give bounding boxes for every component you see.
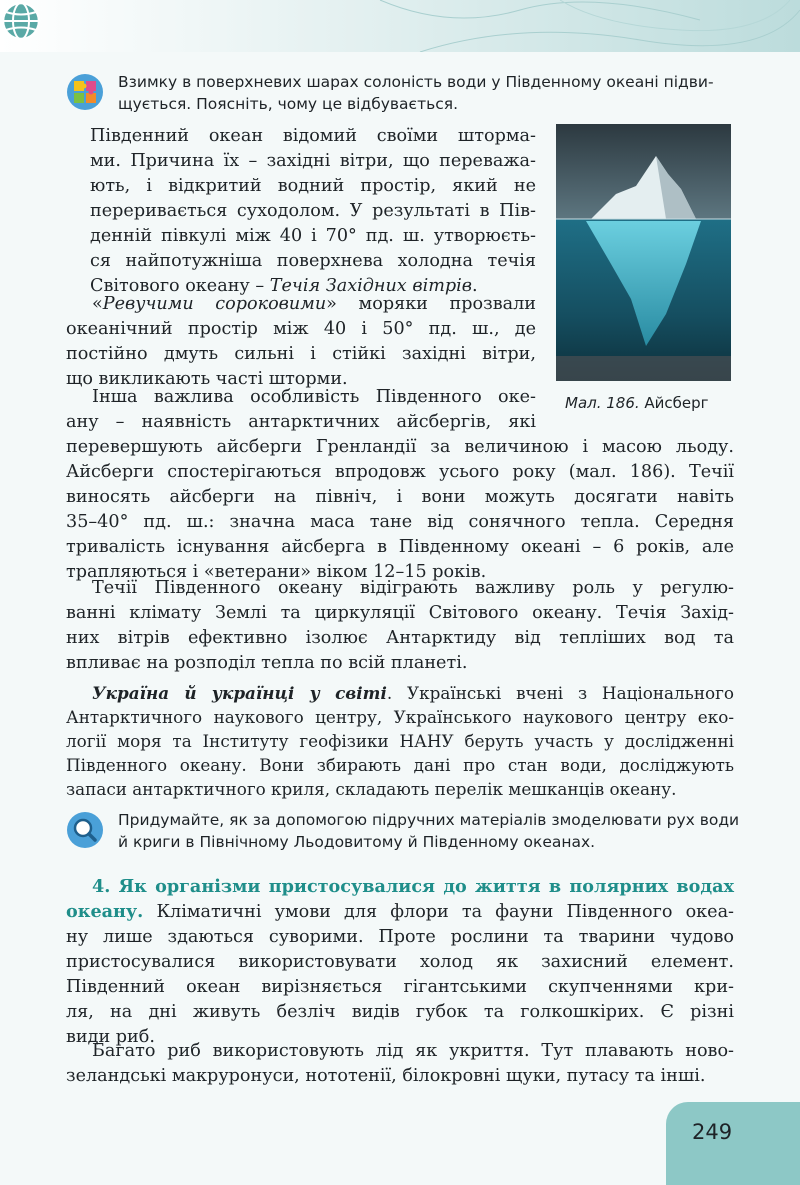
task-question-2 — [118, 809, 740, 853]
text-line: логії моря та Інституту геофізики НАНУ беруть участь у дослідженні — [66, 731, 734, 751]
text-line: ванні клімату Землі та циркуляції Світового океану. Течія Захід- — [66, 603, 734, 623]
text-line: Південного океану. Вони збирають дані про стан води, досліджують — [66, 755, 734, 775]
text-line: денній півкулі між 40 і 70° пд. ш. утворюєть- — [90, 226, 536, 246]
text-line: переривається суходолом. У результаті в Пів- — [90, 201, 536, 221]
text-line — [66, 292, 536, 317]
term-roaring-forties: Ревучими сороковими — [102, 294, 327, 314]
ukraine-in-world-box — [66, 681, 734, 801]
text-span: Українські вчені з Національного — [392, 683, 734, 703]
caption-prefix: Мал. 186. — [565, 394, 640, 412]
text-line: океанічний простір між 40 і 50° пд. ш., де — [66, 319, 536, 339]
caption-text: Айсберг — [639, 394, 709, 412]
text-line: Антарктичного наукового центру, Українського наукового центру еко- — [66, 707, 734, 727]
text-line: що викликають часті шторми. — [66, 369, 348, 389]
task-line: й криги в Північному Льодовитому й Південному океанах. — [118, 833, 596, 851]
text-line: Південний океан вирізняється гігантськими скупченнями кри- — [66, 977, 734, 997]
paragraph-3 — [66, 385, 734, 585]
text-line: тривалість існування айсберга в Південному океані – 6 років, але — [66, 537, 734, 557]
section-heading: 4. Як організми пристосувалися до життя в полярних водах — [92, 876, 734, 897]
map-pattern — [0, 0, 800, 52]
header-band — [0, 0, 800, 52]
text-line: ми. Причина їх – західні вітри, що переважа- — [90, 151, 536, 171]
text-line: ля, на дні живуть безліч видів губок та голкошкірих. Є різні — [66, 1002, 734, 1022]
text-span: « — [92, 294, 103, 314]
section-heading: океану. — [66, 901, 144, 922]
task-question-1 — [118, 71, 730, 115]
box-lead: Україна й українці у світі — [92, 683, 387, 703]
text-line: запаси антарктичного криля, складають перелік мешканців океану. — [66, 779, 677, 799]
text-line: види риб. — [66, 1027, 155, 1047]
puzzle-icon — [66, 73, 104, 111]
text-line: перевершують айсберги Гренландії за величиною і масою льоду. — [66, 437, 734, 457]
text-line: ють, і відкритий водний простір, який не — [90, 176, 536, 196]
text-line: пристосувалися використовувати холод як захисний елемент. — [66, 952, 734, 972]
section-4 — [66, 874, 734, 1050]
paragraph-5 — [66, 1039, 734, 1089]
text-line: трапляються і «ветерани» віком 12–15 років. — [66, 562, 487, 582]
task-line: Взимку в поверхневих шарах солоність води у Південному океані підви- — [118, 73, 714, 91]
task-line: Придумайте, як за допомогою підручних матеріалів змоделювати рух води — [118, 811, 740, 829]
text-line: виносять айсберги на північ, і вони можуть досягати навіть — [66, 487, 734, 507]
magnifier-icon — [66, 811, 104, 849]
iceberg-photo — [556, 124, 731, 381]
text-span: » моряки прозвали — [326, 294, 536, 314]
text-line: постійно дмуть сильні і стійкі західні вітри, — [66, 344, 536, 364]
text-line: ся найпотужніша поверхнева холодна течія — [90, 251, 536, 271]
text-line: 35–40° пд. ш.: значна маса тане від сонячного тепла. Середня — [66, 512, 734, 532]
text-line: Інша важлива особливість Південного оке- — [92, 387, 536, 407]
text-span: . — [472, 276, 478, 296]
paragraph-1 — [90, 124, 536, 299]
text-span: . — [386, 683, 393, 703]
text-line — [66, 899, 734, 925]
text-span: Кліматичні умови для флори та фауни Південного океа- — [143, 902, 734, 922]
paragraph-4 — [66, 576, 734, 676]
text-line: ну лише здаються суворими. Проте рослини та тварини чудово — [66, 927, 734, 947]
text-line: них вітрів ефективно ізолює Антарктиду від тепліших вод та — [66, 628, 734, 648]
text-line — [66, 681, 734, 705]
text-line: впливає на розподіл тепла по всій планеті. — [66, 653, 468, 673]
page-number: 249 — [692, 1120, 733, 1144]
text-line: Багато риб використовують лід як укриття. Тут плавають ново- — [92, 1041, 734, 1061]
text-span: Світового океану – — [90, 276, 270, 296]
task-line: щується. Поясніть, чому це відбувається. — [118, 95, 459, 113]
term-western-winds: Течія Західних вітрів — [269, 276, 473, 296]
paragraph-2 — [66, 292, 536, 392]
text-line: ану – наявність антарктичних айсбергів, які — [66, 412, 536, 432]
globe-icon — [0, 0, 42, 42]
text-line: Течії Південного океану відіграють важливу роль у регулю- — [92, 578, 734, 598]
text-line: зеландські макруронуси, нототенії, білокровні щуки, путасу та інші. — [66, 1066, 706, 1086]
text-line: Південний океан відомий своїми шторма- — [90, 126, 536, 146]
text-line: Айсберги спостерігаються впродовж усього року (мал. 186). Течії — [66, 462, 734, 482]
page-number-tab — [666, 1102, 800, 1185]
